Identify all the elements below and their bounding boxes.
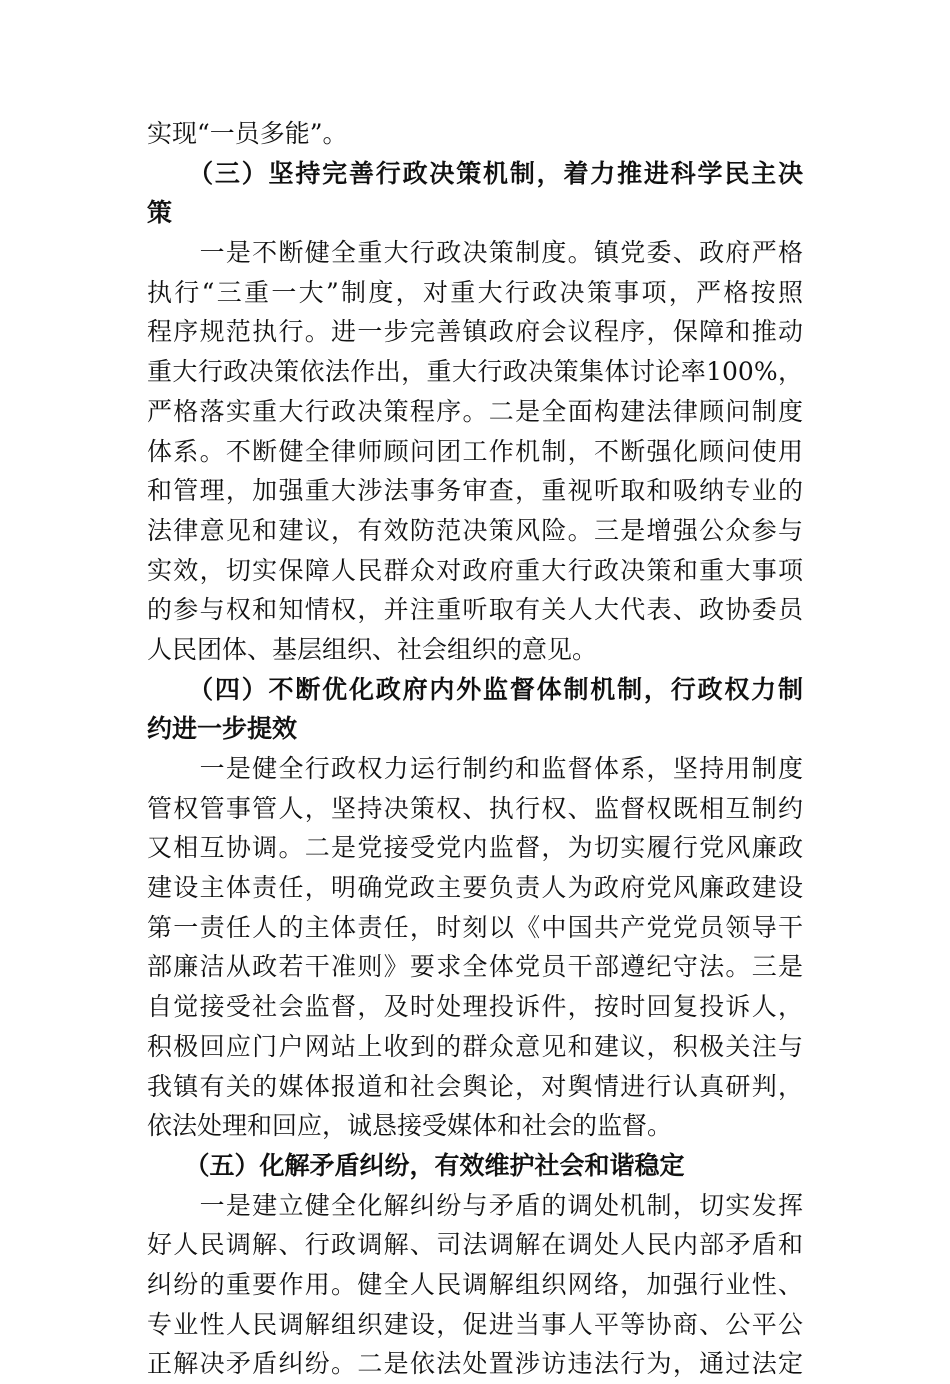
body-text-line: 体系。不断健全律师顾问团工作机制，不断强化顾问使用 xyxy=(147,436,803,466)
body-text-line: 执行“三重一大”制度，对重大行政决策事项，严格按照 xyxy=(147,277,803,307)
body-text-line: 依法处理和回应，诚恳接受媒体和社会的监督。 xyxy=(147,1111,673,1141)
body-text-line: 第一责任人的主体责任，时刻以《中国共产党党员领导干 xyxy=(147,912,803,942)
body-text-line: 一是建立健全化解纠纷与矛盾的调处机制，切实发挥 xyxy=(147,1190,803,1220)
body-text-line: 专业性人民调解组织建设，促进当事人平等协商、公平公 xyxy=(147,1309,803,1339)
body-text-line: 又相互协调。二是党接受党内监督，为切实履行党风廉政 xyxy=(147,833,803,863)
body-text-line: 实效，切实保障人民群众对政府重大行政决策和重大事项 xyxy=(147,555,803,585)
body-text-line: 部廉洁从政若干准则》要求全体党员干部遵纪守法。三是 xyxy=(147,952,803,982)
body-text-line: 管权管事管人，坚持决策权、执行权、监督权既相互制约 xyxy=(147,793,803,823)
body-text-line: 好人民调解、行政调解、司法调解在调处人民内部矛盾和 xyxy=(147,1230,803,1260)
document-page xyxy=(147,114,803,1384)
body-text-line: 我镇有关的媒体报道和社会舆论，对舆情进行认真研判， xyxy=(147,1071,803,1101)
body-text-line: 建设主体责任，明确党政主要负责人为政府党风廉政建设 xyxy=(147,873,803,903)
section-heading-line: 策 xyxy=(147,198,173,228)
body-text-line: 人民团体、基层组织、社会组织的意见。 xyxy=(147,634,598,664)
body-text-line: 程序规范执行。进一步完善镇政府会议程序，保障和推动 xyxy=(147,317,803,347)
body-text-line: 实现“一员多能”。 xyxy=(147,119,348,148)
body-text-line: 法律意见和建议，有效防范决策风险。三是增强公众参与 xyxy=(147,515,803,545)
body-text-line: 和管理，加强重大涉法事务审查，重视听取和吸纳专业的 xyxy=(147,476,803,506)
body-text-line: 一是健全行政权力运行制约和监督体系，坚持用制度 xyxy=(147,754,803,783)
body-text-line: 的参与权和知情权，并注重听取有关人大代表、政协委员 xyxy=(147,595,803,625)
section-heading-line: （三）坚持完善行政决策机制，着力推进科学民主决 xyxy=(147,158,803,188)
body-text-line: 重大行政决策依法作出，重大行政决策集体讨论率100%， xyxy=(147,357,803,387)
body-text-line: 严格落实重大行政决策程序。二是全面构建法律顾问制度 xyxy=(147,396,803,426)
section-heading-line: 约进一步提效 xyxy=(147,714,298,744)
body-text-line: 纠纷的重要作用。健全人民调解组织网络，加强行业性、 xyxy=(147,1269,803,1299)
body-text-line: 积极回应门户网站上收到的群众意见和建议，积极关注与 xyxy=(147,1031,803,1061)
section-heading-line: （五）化解矛盾纠纷，有效维护社会和谐稳定 xyxy=(147,1150,685,1180)
section-heading-line: （四）不断优化政府内外监督体制机制，行政权力制 xyxy=(147,674,803,704)
body-text-line: 一是不断健全重大行政决策制度。镇党委、政府严格 xyxy=(147,238,803,268)
body-text-line: 自觉接受社会监督，及时处理投诉件，按时回复投诉人， xyxy=(147,992,803,1022)
body-text-line: 正解决矛盾纠纷。二是依法处置涉访违法行为，通过法定 xyxy=(147,1349,803,1379)
